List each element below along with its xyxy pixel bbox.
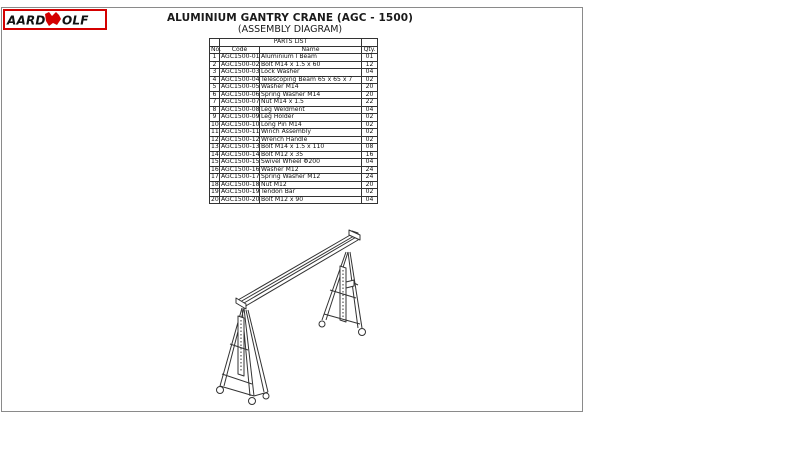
cell-qty: 04 [362,159,378,167]
cell-qty: 02 [362,189,378,197]
cell-qty: 02 [362,136,378,144]
cell-qty: 12 [362,61,378,69]
cell-qty: 16 [362,151,378,159]
cell-code: AGC1500-20 [221,195,260,203]
cell-qty: 08 [362,144,378,152]
cell-code: AGC1500-17 [221,173,260,180]
cell-no: 2 [210,61,220,69]
gantry-crane-drawing-icon [200,224,380,410]
table-row [210,69,378,77]
cell-no: 11 [211,128,219,135]
cell-code: AGC1500-15 [221,158,260,165]
cell-qty: 02 [362,76,378,84]
cell-name: Nut M14 x 1.5 [260,99,362,107]
cell-no: 18 [211,180,219,188]
table-row [210,114,378,122]
cell-code: AGC1500-09 [221,113,260,120]
cell-no: 6 [210,91,220,99]
cell-name: Washer M14 [260,84,362,92]
cell-qty: 20 [362,91,378,99]
cell-code: AGC1500-04 [221,75,260,83]
table-row [210,174,378,182]
cell-qty: 20 [362,84,378,92]
cell-name: Tendon Bar [260,189,362,197]
parts-list-caption: PARTS LIST [220,39,362,47]
cell-qty: 24 [362,174,378,182]
cell-name: Bolt M14 x 1.5 x 60 [260,61,362,69]
cell-no: 17 [211,173,219,180]
parts-list-body [210,54,378,204]
cell-code: AGC1500-16 [221,165,260,173]
table-row [210,196,378,204]
col-header-qty: Qty. [362,46,378,54]
page-title: ALUMINIUM GANTRY CRANE (AGC - 1500) [166,12,414,24]
cell-no: 7 [210,99,220,107]
cell-code: AGC1500-01 [221,53,260,60]
col-header-no: No. [211,45,222,53]
col-header-name: Name [260,46,362,54]
cell-name: Swivel Wheel Φ200 [260,159,362,167]
cell-qty: 01 [362,54,378,62]
cell-code: AGC1500-06 [221,90,260,98]
cell-name: Spring Washer M12 [260,174,362,182]
cell-qty: 24 [362,166,378,174]
cell-code: AGC1500-07 [221,98,260,105]
cell-code: AGC1500-03 [221,68,260,75]
table-row [210,144,378,152]
cell-name: Washer M12 [260,166,362,174]
cell-no: 9 [210,114,220,122]
cell-no: 8 [210,106,220,114]
cell-qty: 04 [362,196,378,204]
cell-code: AGC1500-10 [221,120,260,128]
cell-code: AGC1500-05 [221,83,260,90]
cell-name: Nut M12 [260,181,362,189]
cell-no: 13 [211,143,219,150]
cell-no: 14 [211,150,219,158]
cell-qty: 02 [362,129,378,137]
cell-qty: 02 [362,114,378,122]
cell-name: Bolt M12 x 35 [260,151,362,159]
cell-name: Aluminium I Beam [260,54,362,62]
cell-no: 5 [210,84,220,92]
cell-code: AGC1500-18 [221,180,260,188]
cell-name: Long Pin M14 [260,121,362,129]
cell-code: AGC1500-11 [221,128,260,135]
cell-no: 10 [211,120,219,128]
cell-name: Spring Washer M14 [260,91,362,99]
cell-code: AGC1500-14 [221,150,260,158]
svg-text:AARD: AARD [7,13,46,28]
cell-no: 15 [211,158,219,165]
wolf-logo-icon [5,11,105,28]
aardwolf-logo [3,9,107,30]
table-row [210,54,378,62]
table-row [210,129,378,137]
cell-name: Leg Holder [260,114,362,122]
cell-code: AGC1500-08 [221,105,260,113]
svg-text:OLF: OLF [62,13,89,28]
cell-no: 12 [211,135,219,143]
cell-qty: 04 [362,69,378,77]
table-row [210,189,378,197]
cell-no: 16 [211,165,219,173]
table-row [210,84,378,92]
table-row [210,159,378,167]
table-row [210,99,378,107]
cell-no: 3 [210,69,220,77]
cell-qty: 02 [362,121,378,129]
cell-name: Telescoping Beam 65 x 65 x 7 [260,76,362,84]
cell-qty: 04 [362,106,378,114]
cell-name: Wrench Handle [260,136,362,144]
cell-name: Bolt M14 x 1.5 x 110 [260,144,362,152]
cell-code: AGC1500-02 [221,60,260,68]
cell-no: 19 [211,188,219,195]
cell-qty: 22 [362,99,378,107]
cell-code: AGC1500-12 [221,135,260,143]
cell-name: Bolt M12 x 90 [260,196,362,204]
cell-no: 1 [210,54,220,62]
cell-name: Winch Assembly [260,129,362,137]
cell-qty: 20 [362,181,378,189]
parts-list-table [209,38,378,204]
page-subtitle: (ASSEMBLY DIAGRAM) [237,24,343,35]
col-header-code: Code [220,46,260,54]
cell-code: AGC1500-13 [221,143,260,150]
cell-no: 4 [210,76,220,84]
cell-name: Leg Weldment [260,106,362,114]
cell-no: 20 [211,195,219,203]
cell-name: Lock Washer [260,69,362,77]
cell-code: AGC1500-19 [221,188,260,195]
